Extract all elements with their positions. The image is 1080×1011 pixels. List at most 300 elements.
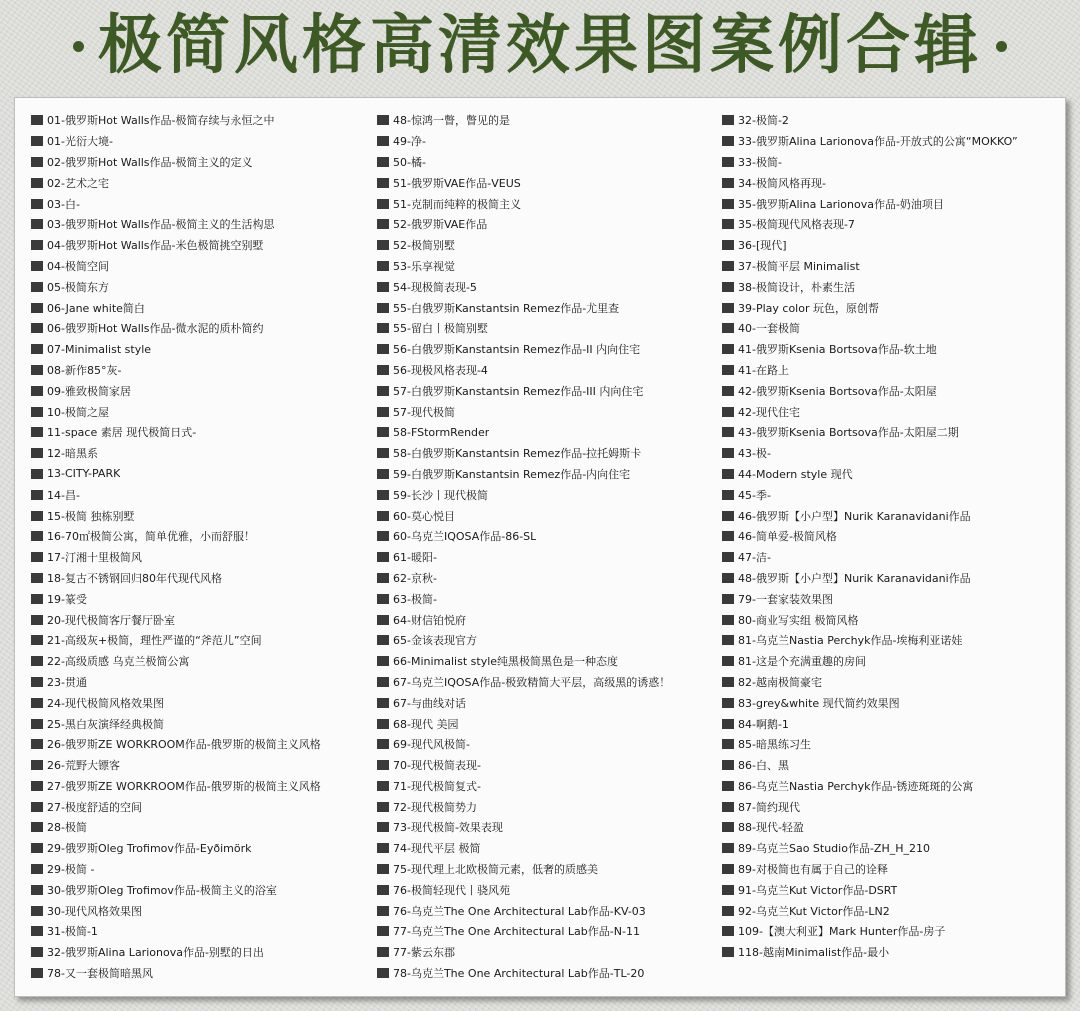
list-item: [31, 110, 371, 131]
list-item-label: 04-俄罗斯Hot Walls作品-米色极简挑空别墅: [47, 239, 264, 253]
bullet-square-icon: [722, 739, 734, 749]
list-item-label: 16-70㎡极简公寓，简单优雅，小而舒服！: [47, 530, 255, 544]
list-item-label: 12-暗黑系: [47, 447, 98, 461]
bullet-square-icon: [31, 386, 43, 396]
list-item: [722, 547, 1062, 568]
list-item: [722, 672, 1062, 693]
bullet-square-icon: [722, 698, 734, 708]
bullet-square-icon: [722, 926, 734, 936]
bullet-square-icon: [377, 157, 389, 167]
list-item-label: 06-俄罗斯Hot Walls作品-微水泥的质朴简约: [47, 322, 264, 336]
list-item-label: 27-俄罗斯ZE WORKROOM作品-俄罗斯的极简主义风格: [47, 779, 321, 793]
list-item-label: 76-乌克兰The One Architectural Lab作品-KV-03: [393, 904, 646, 918]
bullet-square-icon: [31, 303, 43, 313]
list-item-label: 42-俄罗斯Ksenia Bortsova作品-太阳屋: [738, 384, 937, 398]
list-item-label: 77-乌克兰The One Architectural Lab作品-N-11: [393, 925, 640, 939]
list-item-label: 13-CITY-PARK: [47, 467, 121, 481]
list-item: [377, 380, 717, 401]
list-item: [377, 692, 717, 713]
bullet-square-icon: [377, 386, 389, 396]
bullet-square-icon: [31, 947, 43, 957]
list-item-label: 41-在路上: [738, 363, 789, 377]
list-item-label: 01-光衍大境-: [47, 135, 113, 149]
list-item-label: 40-一套极简: [738, 322, 800, 336]
list-item-label: 43-俄罗斯Ksenia Bortsova作品-太阳屋二期: [738, 426, 959, 440]
list-item: [722, 630, 1062, 651]
list-item-label: 78-又一套极简暗黑风: [47, 967, 153, 981]
list-item: [377, 796, 717, 817]
page-title: 极简风格高清效果图案例合辑: [98, 9, 982, 83]
list-item-label: 33-俄罗斯Alina Larionova作品-开放式的公寓“MOKKO”: [738, 135, 1018, 149]
list-item: [377, 193, 717, 214]
bullet-square-icon: [31, 199, 43, 209]
list-item-label: 62-京秋-: [393, 571, 437, 585]
list-item: [31, 817, 371, 838]
list-item: [31, 796, 371, 817]
list-item-label: 83-grey&white 现代简约效果图: [738, 696, 900, 710]
list-item: [377, 900, 717, 921]
list-item-label: 56-现极风格表现-4: [393, 363, 488, 377]
bullet-square-icon: [31, 469, 43, 479]
list-item: [722, 526, 1062, 547]
list-item-label: 58-FStormRender: [393, 425, 490, 439]
list-item: [377, 110, 717, 131]
bullet-square-icon: [377, 739, 389, 749]
list-item-label: 53-乐享视觉: [393, 259, 455, 273]
list-item: [722, 942, 1062, 963]
list-item: [31, 505, 371, 526]
bullet-square-icon: [377, 677, 389, 687]
bullet-square-icon: [377, 573, 389, 583]
list-item: [31, 464, 371, 485]
list-item: [31, 443, 371, 464]
bullet-square-icon: [31, 115, 43, 125]
bullet-square-icon: [31, 490, 43, 500]
list-item-label: 38-极简设计，朴素生活: [738, 280, 855, 294]
list-item-label: 23-贯通: [47, 675, 87, 689]
list-item: [31, 380, 371, 401]
list-item: [377, 672, 717, 693]
list-item-label: 60-乌克兰IQOSA作品-86-SL: [393, 530, 537, 544]
list-item-label: 55-留白丨极简别墅: [393, 322, 488, 336]
list-item: [377, 630, 717, 651]
list-item: [31, 484, 371, 505]
list-item-label: 46-俄罗斯【小户型】Nurik Karanavidani作品: [738, 509, 971, 523]
list-item: [31, 360, 371, 381]
bullet-square-icon: [377, 719, 389, 729]
title-dot-left: [73, 41, 84, 52]
list-item: [722, 276, 1062, 297]
bullet-square-icon: [722, 615, 734, 625]
list-item-label: 57-现代极简: [393, 405, 455, 419]
bullet-square-icon: [31, 968, 43, 978]
bullet-square-icon: [722, 136, 734, 146]
list-item-label: 30-现代风格效果图: [47, 904, 142, 918]
list-item-label: 89-对极简也有属于自己的诠释: [738, 863, 888, 877]
bullet-square-icon: [722, 448, 734, 458]
bullet-square-icon: [722, 178, 734, 188]
list-item: [31, 838, 371, 859]
list-item-label: 89-乌克兰Sao Studio作品-ZH_H_210: [738, 842, 930, 856]
bullet-square-icon: [31, 552, 43, 562]
bullet-square-icon: [377, 178, 389, 188]
bullet-square-icon: [722, 531, 734, 541]
bullet-square-icon: [377, 407, 389, 417]
list-item: [722, 214, 1062, 235]
bullet-square-icon: [31, 511, 43, 521]
list-item: [722, 422, 1062, 443]
bullet-square-icon: [377, 469, 389, 479]
list-item: [377, 921, 717, 942]
bullet-square-icon: [31, 594, 43, 604]
list-item: [31, 401, 371, 422]
list-item-label: 109-【澳大利亚】Mark Hunter作品-房子: [738, 925, 946, 939]
bullet-square-icon: [31, 573, 43, 583]
bullet-square-icon: [377, 261, 389, 271]
list-item-label: 49-净-: [393, 135, 426, 149]
list-item-label: 22-高级质感 乌克兰极简公寓: [47, 655, 190, 669]
bullet-square-icon: [377, 781, 389, 791]
title-dot-right: [996, 41, 1007, 52]
list-item-label: 32-极简-2: [738, 114, 789, 128]
list-item: [377, 401, 717, 422]
bullet-square-icon: [722, 656, 734, 666]
list-item: [722, 879, 1062, 900]
list-item-label: 67-乌克兰IQOSA作品-极致精简大平层，高级黑的诱惑！: [393, 675, 671, 689]
list-item-label: 07-Minimalist style: [47, 342, 152, 356]
list-item-label: 17-汀湘十里极简风: [47, 551, 142, 565]
list-item: [31, 609, 371, 630]
bullet-square-icon: [31, 843, 43, 853]
bullet-square-icon: [377, 594, 389, 604]
list-item-label: 78-乌克兰The One Architectural Lab作品-TL-20: [393, 967, 645, 981]
list-item-label: 86-乌克兰Nastia Perchyk作品-锈迹斑斑的公寓: [738, 779, 974, 793]
bullet-square-icon: [377, 323, 389, 333]
list-item-label: 32-俄罗斯Alina Larionova作品-别墅的日出: [47, 946, 264, 960]
list-item: [377, 526, 717, 547]
list-item-label: 59-长沙丨现代极简: [393, 488, 488, 502]
list-item-label: 75-现代理上北欧极简元素，低奢的质感美: [393, 863, 598, 877]
list-item-label: 65-金该表现官方: [393, 634, 477, 648]
list-item-label: 85-暗黑练习生: [738, 738, 811, 752]
bullet-square-icon: [722, 365, 734, 375]
list-item-label: 73-现代极简-效果表现: [393, 821, 503, 835]
list-item-label: 26-俄罗斯ZE WORKROOM作品-俄罗斯的极简主义风格: [47, 738, 321, 752]
bullet-square-icon: [722, 407, 734, 417]
list-item: [722, 318, 1062, 339]
list-item: [31, 256, 371, 277]
list-item: [377, 547, 717, 568]
bullet-square-icon: [722, 303, 734, 313]
list-item: [377, 963, 717, 984]
list-item-label: 24-现代极简风格效果图: [47, 696, 164, 710]
list-item: [31, 734, 371, 755]
bullet-square-icon: [377, 656, 389, 666]
list-item: [722, 900, 1062, 921]
list-item: [377, 360, 717, 381]
list-item-label: 03-俄罗斯Hot Walls作品-极简主义的生活构思: [47, 218, 275, 232]
list-item: [31, 214, 371, 235]
list-item-label: 45-季-: [738, 488, 771, 502]
list-item-label: 26-荒野大镖客: [47, 759, 120, 773]
bullet-square-icon: [31, 926, 43, 936]
list-item: [31, 942, 371, 963]
list-item: [31, 588, 371, 609]
list-item: [377, 879, 717, 900]
list-item-label: 77-紫云东郡: [393, 946, 455, 960]
list-item: [377, 859, 717, 880]
bullet-square-icon: [722, 947, 734, 957]
list-item-label: 55-白俄罗斯Kanstantsin Remez作品-尤里查: [393, 301, 620, 315]
list-item-label: 02-艺术之宅: [47, 176, 109, 190]
bullet-square-icon: [31, 698, 43, 708]
bullet-square-icon: [377, 635, 389, 645]
list-item: [377, 214, 717, 235]
bullet-square-icon: [377, 240, 389, 250]
list-item-label: 51-俄罗斯VAE作品-VEUS: [393, 176, 521, 190]
list-item: [722, 713, 1062, 734]
bullet-square-icon: [722, 719, 734, 729]
bullet-square-icon: [722, 906, 734, 916]
list-item: [31, 193, 371, 214]
bullet-square-icon: [31, 136, 43, 146]
list-item-label: 33-极简-: [738, 155, 782, 169]
list-item-label: 44-Modern style 现代: [738, 467, 853, 481]
bullet-square-icon: [722, 843, 734, 853]
list-item-label: 70-现代极简表现-: [393, 759, 481, 773]
list-item-label: 21-高级灰+极简，理性严谨的“斧范儿”空间: [47, 634, 262, 648]
list-item-label: 30-俄罗斯Oleg Trofimov作品-极简主义的浴室: [47, 883, 277, 897]
list-item: [722, 443, 1062, 464]
list-item-label: 41-俄罗斯Ksenia Bortsova作品-软土地: [738, 343, 937, 357]
bullet-square-icon: [377, 947, 389, 957]
list-item: [31, 900, 371, 921]
bullet-square-icon: [31, 365, 43, 375]
bullet-square-icon: [722, 573, 734, 583]
bullet-square-icon: [377, 531, 389, 541]
list-item: [722, 339, 1062, 360]
bullet-square-icon: [377, 303, 389, 313]
list-item: [722, 859, 1062, 880]
bullet-square-icon: [377, 427, 389, 437]
list-item: [722, 505, 1062, 526]
list-item: [31, 755, 371, 776]
bullet-square-icon: [722, 594, 734, 604]
list-item: [31, 547, 371, 568]
list-item-label: 56-白俄罗斯Kanstantsin Remez作品-II 内向住宅: [393, 343, 641, 357]
list-item-label: 71-现代极简复式-: [393, 779, 481, 793]
bullet-square-icon: [31, 178, 43, 188]
list-item-label: 81-乌克兰Nastia Perchyk作品-埃梅利亚诺娃: [738, 634, 963, 648]
bullet-square-icon: [31, 677, 43, 687]
bullet-square-icon: [722, 511, 734, 521]
bullet-square-icon: [722, 157, 734, 167]
list-item-label: 118-越南Minimalist作品-最小: [738, 946, 890, 960]
list-item-label: 14-昌-: [47, 488, 80, 502]
list-item-label: 50-橘-: [393, 155, 426, 169]
bullet-square-icon: [377, 885, 389, 895]
bullet-square-icon: [31, 427, 43, 437]
bullet-square-icon: [722, 864, 734, 874]
list-item-label: 81-这是个充满重趣的房间: [738, 655, 866, 669]
list-item: [722, 776, 1062, 797]
bullet-square-icon: [377, 344, 389, 354]
list-item-label: 48-俄罗斯【小户型】Nurik Karanavidani作品: [738, 571, 971, 585]
bullet-square-icon: [31, 615, 43, 625]
bullet-square-icon: [31, 219, 43, 229]
list-item-label: 48-惊鸿一瞥，瞥见的是: [393, 114, 510, 128]
bullet-square-icon: [31, 656, 43, 666]
list-item-label: 37-极简平层 Minimalist: [738, 259, 860, 273]
list-item-label: 67-与曲线对话: [393, 696, 466, 710]
list-item: [377, 755, 717, 776]
bullet-square-icon: [722, 552, 734, 562]
list-item-label: 47-洁-: [738, 551, 771, 565]
list-item: [377, 817, 717, 838]
bullet-square-icon: [722, 760, 734, 770]
list-item: [377, 464, 717, 485]
bullet-square-icon: [31, 635, 43, 645]
list-column-3: [722, 110, 1062, 963]
bullet-square-icon: [722, 490, 734, 500]
list-item-label: 88-现代-轻盈: [738, 821, 804, 835]
list-item: [722, 609, 1062, 630]
list-item-label: 68-现代 美园: [393, 717, 459, 731]
list-item-label: 15-极简 独栋别墅: [47, 509, 135, 523]
list-item-label: 31-极简-1: [47, 925, 98, 939]
list-item-label: 69-现代风极简-: [393, 738, 470, 752]
list-item: [722, 256, 1062, 277]
bullet-square-icon: [377, 926, 389, 936]
list-panel: [14, 97, 1066, 997]
list-item: [377, 256, 717, 277]
list-item: [722, 297, 1062, 318]
list-item-label: 74-现代平层 极简: [393, 842, 481, 856]
bullet-square-icon: [377, 365, 389, 375]
bullet-square-icon: [31, 739, 43, 749]
list-item: [722, 921, 1062, 942]
list-item-label: 02-俄罗斯Hot Walls作品-极简主义的定义: [47, 155, 253, 169]
list-column-2: [377, 110, 717, 983]
list-item-label: 06-Jane white简白: [47, 301, 145, 315]
bullet-square-icon: [722, 802, 734, 812]
list-item-label: 29-极简 -: [47, 863, 95, 877]
list-item: [377, 568, 717, 589]
list-item: [31, 339, 371, 360]
list-item: [722, 401, 1062, 422]
bullet-square-icon: [377, 802, 389, 812]
list-item: [377, 172, 717, 193]
list-item: [31, 672, 371, 693]
list-item: [377, 443, 717, 464]
list-item-label: 59-白俄罗斯Kanstantsin Remez作品-内向住宅: [393, 467, 631, 481]
bullet-square-icon: [377, 115, 389, 125]
list-item-label: 51-克制而纯粹的极简主义: [393, 197, 521, 211]
list-item: [31, 692, 371, 713]
list-item: [31, 318, 371, 339]
bullet-square-icon: [31, 906, 43, 916]
list-item: [31, 776, 371, 797]
list-item-label: 09-雅致极简家居: [47, 384, 131, 398]
list-item-label: 52-极简别墅: [393, 239, 455, 253]
list-item: [722, 360, 1062, 381]
list-item-label: 57-白俄罗斯Kanstantsin Remez作品-III 内向住宅: [393, 384, 644, 398]
bullet-square-icon: [377, 199, 389, 209]
list-item-label: 86-白、黑: [738, 759, 789, 773]
list-item-label: 04-极简空间: [47, 259, 109, 273]
list-item: [377, 339, 717, 360]
list-item: [31, 651, 371, 672]
list-item: [377, 422, 717, 443]
bullet-square-icon: [377, 906, 389, 916]
list-item: [31, 152, 371, 173]
bullet-square-icon: [31, 719, 43, 729]
list-item: [722, 838, 1062, 859]
list-item: [377, 484, 717, 505]
bullet-square-icon: [31, 261, 43, 271]
list-item-label: 80-商业写实组 极简风格: [738, 613, 859, 627]
bullet-square-icon: [722, 115, 734, 125]
list-item: [722, 235, 1062, 256]
list-item-label: 11-space 素居 现代极简日式-: [47, 426, 197, 440]
list-item: [377, 505, 717, 526]
list-item-label: 92-乌克兰Kut Victor作品-LN2: [738, 904, 890, 918]
list-item-label: 28-极简: [47, 821, 87, 835]
bullet-square-icon: [722, 323, 734, 333]
list-item: [722, 193, 1062, 214]
list-item: [377, 942, 717, 963]
bullet-square-icon: [377, 511, 389, 521]
bullet-square-icon: [31, 448, 43, 458]
bullet-square-icon: [377, 552, 389, 562]
list-item: [377, 734, 717, 755]
list-item-label: 35-极简现代风格表现-7: [738, 218, 855, 232]
bullet-square-icon: [722, 635, 734, 645]
list-item-label: 84-啊鹅-1: [738, 717, 789, 731]
list-item: [377, 838, 717, 859]
bullet-square-icon: [722, 822, 734, 832]
list-item-label: 64-财信铂悦府: [393, 613, 466, 627]
list-item: [722, 110, 1062, 131]
list-item: [377, 588, 717, 609]
bullet-square-icon: [377, 864, 389, 874]
list-item-label: 29-俄罗斯Oleg Trofimov作品-Eyðimörk: [47, 842, 252, 856]
bullet-square-icon: [722, 282, 734, 292]
list-item: [31, 297, 371, 318]
list-column-1: [31, 110, 371, 983]
bullet-square-icon: [722, 261, 734, 271]
list-item: [31, 422, 371, 443]
list-item: [31, 276, 371, 297]
list-item-label: 46-简单爱-极简风格: [738, 530, 837, 544]
bullet-square-icon: [377, 136, 389, 146]
list-item: [377, 651, 717, 672]
list-item: [722, 131, 1062, 152]
list-item: [722, 152, 1062, 173]
bullet-square-icon: [31, 282, 43, 292]
bullet-square-icon: [31, 760, 43, 770]
bullet-square-icon: [722, 885, 734, 895]
bullet-square-icon: [377, 968, 389, 978]
list-item-label: 08-新作85°灰-: [47, 363, 122, 377]
list-item-label: 76-极简轻现代丨骁风苑: [393, 883, 510, 897]
bullet-square-icon: [377, 448, 389, 458]
bullet-square-icon: [722, 240, 734, 250]
bullet-square-icon: [377, 822, 389, 832]
list-item-label: 54-现极简表现-5: [393, 280, 477, 294]
list-item: [31, 235, 371, 256]
list-item-label: 27-极度舒适的空间: [47, 800, 142, 814]
